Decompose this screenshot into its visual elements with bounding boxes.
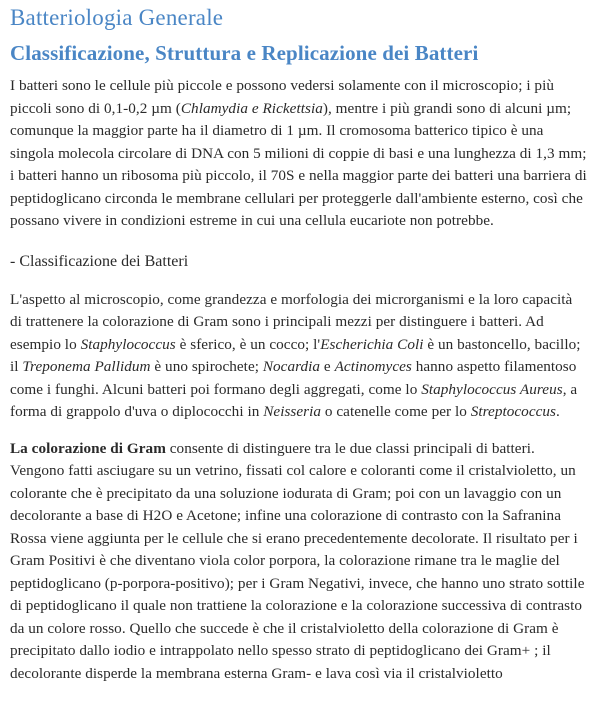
classification-text: , a forma di grappolo d'uva o diplococchi in xyxy=(10,380,578,420)
classification-text: e xyxy=(320,358,335,375)
classification-italic: Staphylococcus Aureus xyxy=(421,380,563,398)
classification-text: L'aspetto al microscopio, come grandezza e morfologia dei microrganismi e la loro capacità di trattenere la colorazione di Gram sono i principali mezzi per distinguere i batteri. Ad esempio lo xyxy=(10,290,573,353)
intro-text: I batteri sono le cellule più piccole e possono vedersi solamente con il microscopio; i più piccoli sono di 0,1-0,2 µm ( xyxy=(10,77,554,117)
section-heading: - Classificazione dei Batteri xyxy=(10,252,189,270)
classification-text: è uno spirochete; xyxy=(150,358,263,375)
gram-bold-lead: La colorazione di Gram xyxy=(10,439,166,457)
gram-text: consente di distinguere tra le due classi principali di batteri. Vengono fatti asciugare su un vetrino, fissati col calore e coloranti come il cristalvioletto, un colorante che è precipitato da una soluzione iodurata di Gram; poi con un lavaggio con un decolorante a base di H2O e Acetone; infine una colorazione di contrasto con la Safranina Rossa viene aggiunta per le cellule che si erano precedentemente decolorate. Il risultato per i Gram Positivi è che diventano viola color porpora, la colorazione rimane tra le maglie del peptidoglicano (p-porpora-positivo); per i Gram Negativi, invece, che hanno uno strato sottile di peptidoglicano il quale non trattiene la colorazione e la colorazione successiva di contrasto da un colore rosso. Quello che succede è che il cristalvioletto della colorazione di Gram è precipitato dallo iodio e intrappolato nello spesso strato di peptidoglicano dei Gram+ ; il decolorante disperde la membrana esterna Gram- e lava così via il cristalvioletto xyxy=(10,439,585,682)
page-subtitle: Classificazione, Struttura e Replicazione dei Batteri xyxy=(10,41,479,65)
classification-italic: Actinomyces xyxy=(334,358,412,375)
classification-text: è sferico, è un cocco; l' xyxy=(175,335,321,353)
intro-italic-chlamydia: Chlamydia xyxy=(180,99,248,117)
classification-text: è un bastoncello, bacillo; il xyxy=(10,335,581,375)
intro-italic-rickettsia: Rickettsia xyxy=(262,99,323,117)
classification-text: hanno aspetto filamentoso come i funghi. Alcuni batteri poi formano degli aggregati, come lo xyxy=(10,358,577,398)
gram-paragraph xyxy=(10,438,587,686)
intro-italic-and: e xyxy=(247,99,263,117)
intro-text: ), mentre i più grandi sono di alcuni µm; comunque la maggior parte ha il diametro di 1 µm. Il cromosoma batterico tipico è una singola molecola circolare di DNA con 5 milioni di coppie di basi e una lunghezza di 1,3 mm; i batteri hanno un ribosoma più piccolo, il 70S e nella maggior parte dei batteri una barriera di peptidoglicano circonda le membrane cellulari per proteggerle dall'ambiente esterno, così che possano vivere in condizioni estreme in cui una cellula eucariote non potrebbe. xyxy=(10,99,587,229)
classification-italic: Escherichia Coli xyxy=(320,335,424,353)
classification-italic: Staphylococcus xyxy=(80,335,176,353)
classification-paragraph xyxy=(10,289,587,424)
page-title: Batteriologia Generale xyxy=(10,5,224,30)
classification-text: o catenelle come per lo xyxy=(321,403,471,420)
classification-italic: Treponema Pallidum xyxy=(22,358,151,375)
intro-paragraph xyxy=(10,75,587,233)
classification-text: . xyxy=(556,403,560,420)
classification-italic: Streptococcus xyxy=(470,403,557,420)
classification-italic: Neisseria xyxy=(263,403,322,420)
classification-italic: Nocardia xyxy=(262,358,321,375)
